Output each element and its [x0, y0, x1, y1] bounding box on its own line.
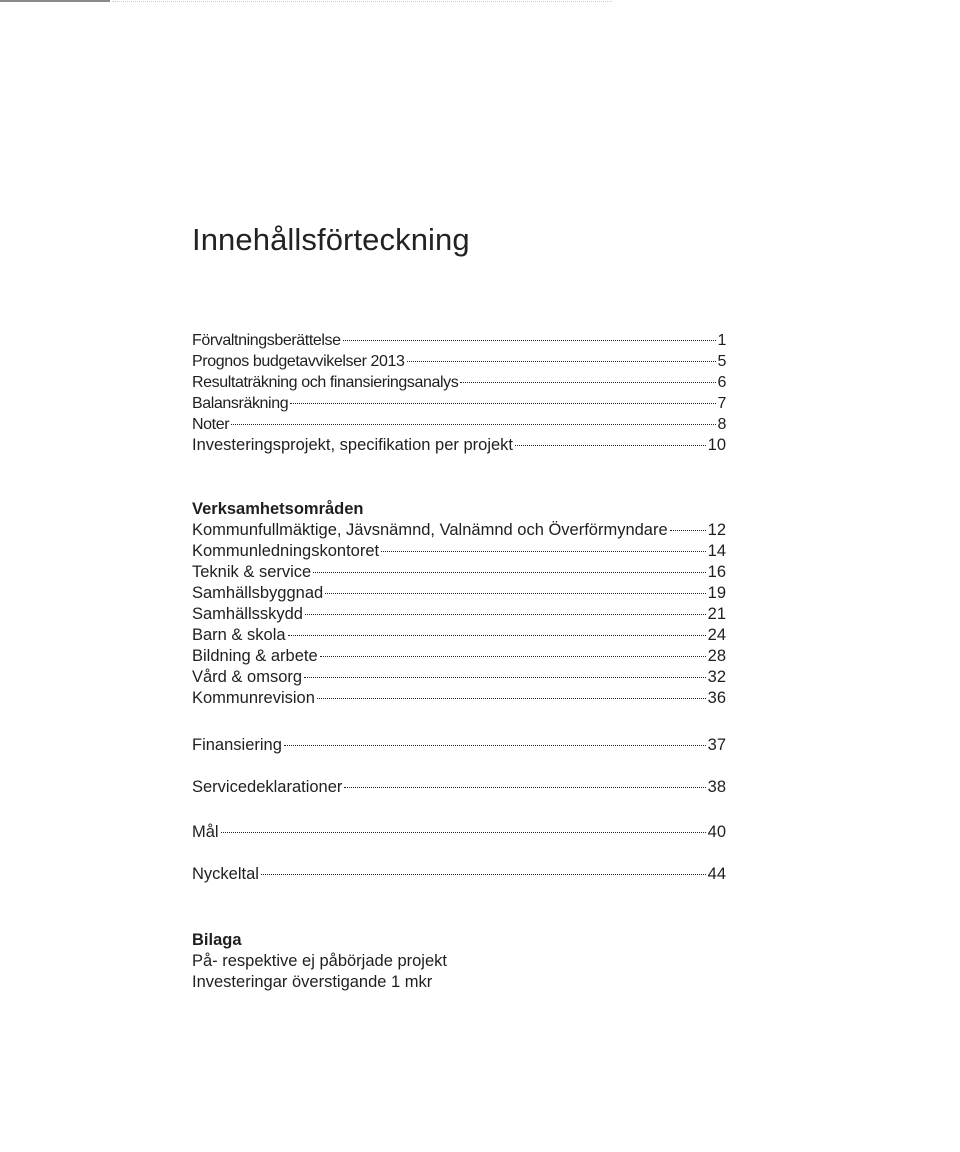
toc-entry-page: 12 — [707, 521, 726, 539]
toc-entry-label: Barn & skola — [192, 626, 286, 644]
toc-entry-label: Samhällsskydd — [192, 605, 303, 623]
toc-entry-page: 21 — [707, 605, 726, 623]
toc-entry-noter[interactable] — [192, 414, 726, 435]
scan-edge-dots — [112, 1, 612, 2]
toc-entry-page: 37 — [707, 736, 726, 754]
toc-entry-servicedeklarationer[interactable] — [192, 777, 726, 798]
toc-entry-page: 24 — [707, 626, 726, 644]
dot-leader — [515, 445, 706, 446]
dot-leader — [231, 424, 715, 425]
dot-leader — [407, 361, 716, 362]
toc-entry-investeringsprojekt[interactable] — [192, 435, 726, 456]
toc-entry-teknik-service[interactable] — [192, 562, 726, 583]
toc-entry-label: Kommunfullmäktige, Jävsnämnd, Valnämnd och Överförmyndare — [192, 521, 668, 539]
toc-nyckeltal-section — [192, 864, 726, 885]
toc-servicedeklarationer-section — [192, 777, 726, 798]
toc-entry-label: Bildning & arbete — [192, 647, 318, 665]
dot-leader — [344, 787, 705, 788]
toc-finansiering-section — [192, 735, 726, 756]
toc-entry-page: 40 — [707, 823, 726, 841]
bilaga-section — [192, 930, 726, 993]
dot-leader — [317, 698, 706, 699]
toc-entry-bildning-arbete[interactable] — [192, 646, 726, 667]
toc-entry-finansiering[interactable] — [192, 735, 726, 756]
toc-entry-samhallsskydd[interactable] — [192, 604, 726, 625]
toc-entry-page: 7 — [717, 395, 726, 412]
page-title: Innehållsförteckning — [192, 222, 470, 257]
toc-entry-label: Resultaträkning och finansieringsanalys — [192, 374, 459, 391]
toc-entry-mal[interactable] — [192, 822, 726, 843]
toc-entry-label: Finansiering — [192, 736, 282, 754]
toc-entry-page: 8 — [717, 416, 726, 433]
toc-entry-label: Kommunledningskontoret — [192, 542, 380, 560]
toc-entry-page: 32 — [707, 668, 726, 686]
dot-leader — [304, 677, 706, 678]
toc-entry-page: 10 — [707, 436, 726, 454]
toc-entry-label: Investeringsprojekt, specifikation per projekt — [192, 436, 513, 454]
toc-entry-page: 28 — [707, 647, 726, 665]
toc-intro-section — [192, 330, 726, 456]
toc-entry-balansrakning[interactable] — [192, 393, 726, 414]
toc-entry-vard-omsorg[interactable] — [192, 667, 726, 688]
toc-entry-label: Vård & omsorg — [192, 668, 303, 686]
toc-verksamhet-section — [192, 499, 726, 709]
toc-entry-label: Kommunrevision — [192, 689, 315, 707]
dot-leader — [288, 635, 706, 636]
dot-leader — [460, 382, 715, 383]
toc-entry-label: Mål — [192, 823, 219, 841]
section-heading-bilaga: Bilaga — [192, 931, 242, 949]
toc-entry-page: 44 — [707, 865, 726, 883]
section-heading-verksamhetsomraden: Verksamhetsområden — [192, 500, 364, 518]
toc-entry-nyckeltal[interactable] — [192, 864, 726, 885]
toc-entry-kommunfullmaktige[interactable] — [192, 520, 726, 541]
dot-leader — [221, 832, 706, 833]
toc-entry-page: 19 — [707, 584, 726, 602]
bilaga-line-investeringar: Investeringar överstigande 1 mkr — [192, 973, 433, 991]
toc-entry-page: 36 — [707, 689, 726, 707]
scan-edge-line — [0, 0, 110, 2]
toc-entry-label: Samhällsbyggnad — [192, 584, 324, 602]
toc-entry-label: Servicedeklarationer — [192, 778, 343, 796]
toc-entry-label: Balansräkning — [192, 395, 289, 412]
dot-leader — [320, 656, 706, 657]
dot-leader — [670, 530, 706, 531]
dot-leader — [313, 572, 705, 573]
toc-entry-page: 14 — [707, 542, 726, 560]
toc-entry-samhallsbyggnad[interactable] — [192, 583, 726, 604]
toc-entry-label: Prognos budgetavvikelser 2013 — [192, 353, 405, 370]
toc-entry-label: Noter — [192, 416, 230, 433]
dot-leader — [305, 614, 706, 615]
dot-leader — [381, 551, 706, 552]
toc-entry-label: Teknik & service — [192, 563, 312, 581]
toc-entry-prognos[interactable] — [192, 351, 726, 372]
toc-mal-section — [192, 822, 726, 843]
toc-entry-page: 16 — [707, 563, 726, 581]
dot-leader — [325, 593, 705, 594]
dot-leader — [343, 340, 716, 341]
toc-entry-resultatrakning[interactable] — [192, 372, 726, 393]
toc-entry-label: Nyckeltal — [192, 865, 259, 883]
toc-entry-forvaltningsberattelse[interactable] — [192, 330, 726, 351]
toc-entry-page: 1 — [717, 332, 726, 349]
toc-entry-kommunrevision[interactable] — [192, 688, 726, 709]
toc-entry-kommunledningskontoret[interactable] — [192, 541, 726, 562]
bilaga-line-projekt: På- respektive ej påbörjade projekt — [192, 952, 447, 970]
toc-entry-page: 5 — [717, 353, 726, 370]
dot-leader — [261, 874, 706, 875]
dot-leader — [290, 403, 715, 404]
toc-entry-page: 38 — [707, 778, 726, 796]
toc-entry-barn-skola[interactable] — [192, 625, 726, 646]
toc-entry-page: 6 — [717, 374, 726, 391]
toc-entry-label: Förvaltningsberättelse — [192, 332, 341, 349]
dot-leader — [284, 745, 706, 746]
